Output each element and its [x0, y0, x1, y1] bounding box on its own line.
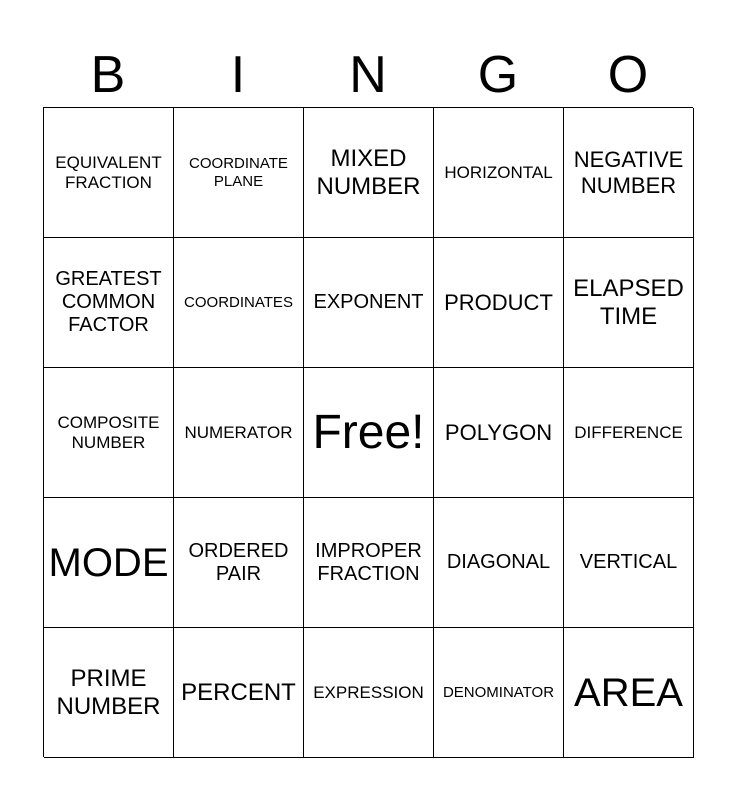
- header-letter-i: I: [230, 46, 246, 104]
- bingo-cell-r1-c4: ELAPSED TIME: [564, 238, 694, 368]
- bingo-cell-r0-c3: HORIZONTAL: [434, 108, 564, 238]
- bingo-cell-r2-c3: POLYGON: [434, 368, 564, 498]
- bingo-cell-r1-c3: PRODUCT: [434, 238, 564, 368]
- bingo-cell-r2-c0: COMPOSITE NUMBER: [44, 368, 174, 498]
- bingo-cell-r2-c4: DIFFERENCE: [564, 368, 694, 498]
- bingo-cell-r4-c0: PRIME NUMBER: [44, 628, 174, 758]
- header-letter-o: O: [607, 46, 649, 104]
- bingo-cell-free: Free!: [304, 368, 434, 498]
- bingo-cell-r0-c2: MIXED NUMBER: [304, 108, 434, 238]
- header-letter-b: B: [90, 46, 126, 104]
- bingo-cell-r1-c2: EXPONENT: [304, 238, 434, 368]
- bingo-cell-r4-c2: EXPRESSION: [304, 628, 434, 758]
- bingo-cell-r1-c1: COORDINATES: [174, 238, 304, 368]
- bingo-cell-r3-c2: IMPROPER FRACTION: [304, 498, 434, 628]
- bingo-cell-r3-c1: ORDERED PAIR: [174, 498, 304, 628]
- bingo-cell-r0-c0: EQUIVALENT FRACTION: [44, 108, 174, 238]
- bingo-cell-r1-c0: GREATEST COMMON FACTOR: [44, 238, 174, 368]
- bingo-cell-r3-c3: DIAGONAL: [434, 498, 564, 628]
- bingo-cell-r4-c4: AREA: [564, 628, 694, 758]
- bingo-cell-r0-c1: COORDINATE PLANE: [174, 108, 304, 238]
- bingo-board: [43, 107, 693, 757]
- bingo-cell-r3-c0: MODE: [44, 498, 174, 628]
- bingo-header: [43, 42, 693, 108]
- bingo-cell-r2-c1: NUMERATOR: [174, 368, 304, 498]
- bingo-cell-r3-c4: VERTICAL: [564, 498, 694, 628]
- bingo-cell-r0-c4: NEGATIVE NUMBER: [564, 108, 694, 238]
- bingo-cell-r4-c3: DENOMINATOR: [434, 628, 564, 758]
- header-letter-g: G: [477, 46, 519, 104]
- header-letter-n: N: [349, 46, 387, 104]
- bingo-cell-r4-c1: PERCENT: [174, 628, 304, 758]
